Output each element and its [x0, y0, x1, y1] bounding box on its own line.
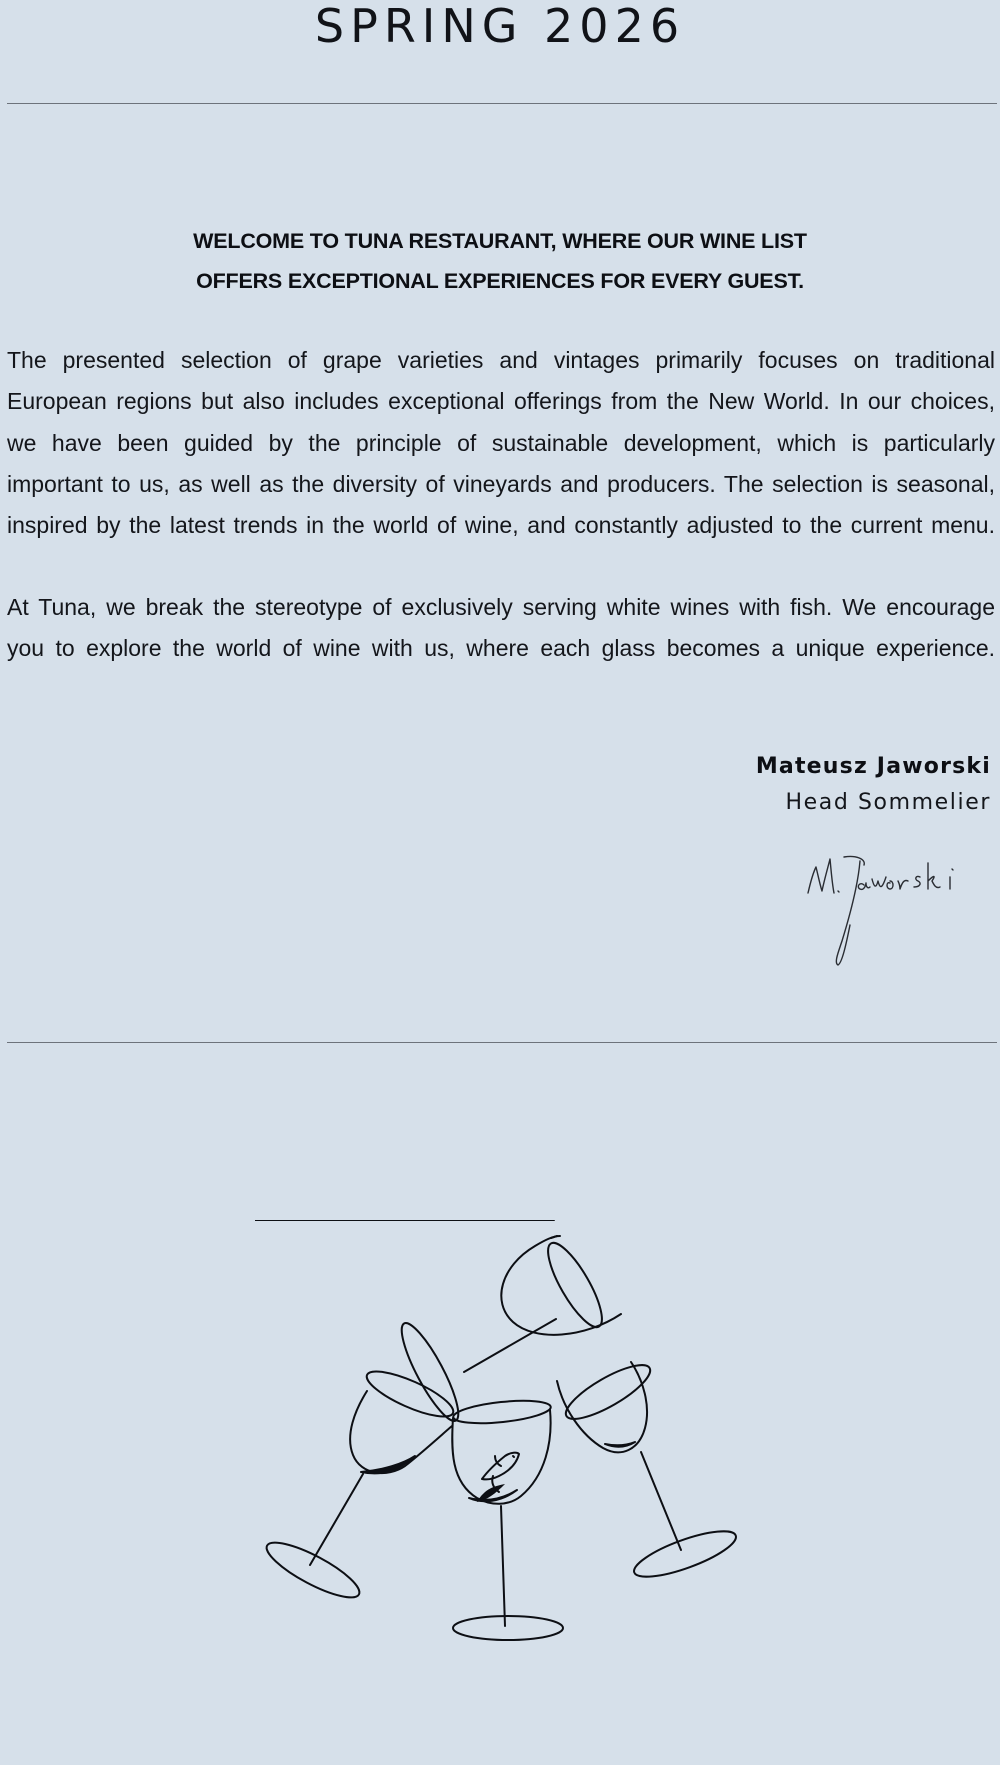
paragraph-line: you to explore the world of wine with us, where each glass becomes a unique experience.	[7, 635, 995, 662]
philosophy-paragraph	[7, 587, 995, 670]
sommelier-name: Mateusz Jaworski	[755, 754, 991, 779]
paragraph-line: The presented selection of grape varieties and vintages primarily focuses on traditional	[7, 347, 995, 373]
paragraph-line: inspired by the latest trends in the world of wine, and constantly adjusted to the current menu.	[7, 512, 995, 539]
welcome-heading	[0, 221, 1000, 301]
sommelier-title: Head Sommelier	[785, 790, 991, 815]
welcome-heading-line-1: WELCOME TO TUNA RESTAURANT, WHERE OUR WINE LIST	[193, 229, 807, 253]
paragraph-line: we have been guided by the principle of sustainable development, which is particularly	[7, 429, 995, 456]
intro-paragraph	[7, 340, 995, 546]
paragraph-line: At Tuna, we break the stereotype of exclusively serving white wines with fish. We encourage	[7, 594, 995, 620]
page-title: SPRING 2026	[314, 0, 686, 53]
wine-glasses-toast-icon	[255, 1220, 745, 1650]
paragraph-line: important to us, as well as the diversity of vineyards and producers. The selection is seasonal,	[7, 470, 995, 497]
bottom-divider	[7, 1042, 997, 1043]
signature-image	[800, 845, 995, 975]
top-divider	[7, 103, 997, 104]
paragraph-line: European regions but also includes exceptional offerings from the New World. In our choices,	[7, 388, 995, 415]
welcome-heading-line-2: OFFERS EXCEPTIONAL EXPERIENCES FOR EVERY GUEST.	[196, 269, 804, 293]
